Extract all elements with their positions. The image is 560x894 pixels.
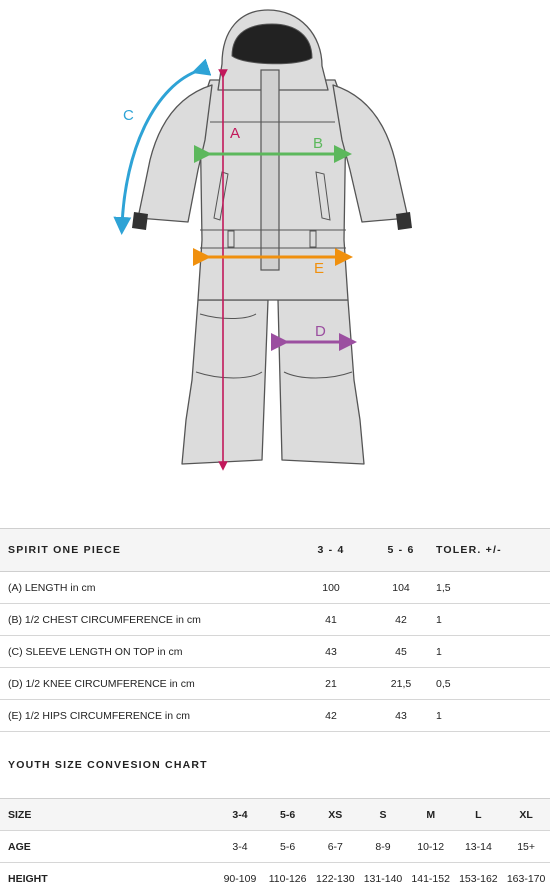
table-row xyxy=(0,831,550,863)
value-size-1: 43 xyxy=(296,636,366,668)
header-tolerance: TOLER. +/- xyxy=(436,529,550,572)
row-label: (E) 1/2 HIPS CIRCUMFERENCE in cm xyxy=(0,700,296,732)
value-tolerance: 1 xyxy=(436,700,550,732)
cell: 10-12 xyxy=(407,831,455,863)
cell: M xyxy=(407,799,455,831)
value-size-2: 21,5 xyxy=(366,668,436,700)
left-cuff xyxy=(132,212,148,230)
cell: 90-109 xyxy=(216,863,264,894)
zipper-placket xyxy=(261,70,279,270)
table-row xyxy=(0,572,550,604)
youth-size-table xyxy=(0,798,550,894)
product-title: SPIRIT ONE PIECE xyxy=(0,529,296,572)
row-label: SIZE xyxy=(0,799,216,831)
cell: 122-130 xyxy=(311,863,359,894)
row-label: AGE xyxy=(0,831,216,863)
cell: 8-9 xyxy=(359,831,407,863)
cell: 5-6 xyxy=(264,831,312,863)
value-tolerance: 0,5 xyxy=(436,668,550,700)
table-row xyxy=(0,700,550,732)
value-size-2: 45 xyxy=(366,636,436,668)
cell: 6-7 xyxy=(311,831,359,863)
cell: 153-162 xyxy=(455,863,503,894)
size-tables xyxy=(0,528,552,894)
cell: S xyxy=(359,799,407,831)
cell: 15+ xyxy=(502,831,550,863)
cell: L xyxy=(455,799,503,831)
youth-chart-title: YOUTH SIZE CONVESION CHART xyxy=(0,732,552,798)
measurement-table xyxy=(0,528,550,732)
cell: 163-170 xyxy=(502,863,550,894)
header-size-1: 3 - 4 xyxy=(296,529,366,572)
label-b: B xyxy=(313,135,323,152)
cell: 3-4 xyxy=(216,831,264,863)
table-row xyxy=(0,636,550,668)
cell: XL xyxy=(502,799,550,831)
value-size-1: 41 xyxy=(296,604,366,636)
cell: 131-140 xyxy=(359,863,407,894)
value-size-2: 104 xyxy=(366,572,436,604)
table-row xyxy=(0,799,550,831)
value-size-2: 42 xyxy=(366,604,436,636)
cell: 3-4 xyxy=(216,799,264,831)
row-label: (C) SLEEVE LENGTH ON TOP in cm xyxy=(0,636,296,668)
row-label: (D) 1/2 KNEE CIRCUMFERENCE in cm xyxy=(0,668,296,700)
cell: XS xyxy=(311,799,359,831)
value-size-1: 42 xyxy=(296,700,366,732)
row-label: (B) 1/2 CHEST CIRCUMFERENCE in cm xyxy=(0,604,296,636)
value-size-1: 21 xyxy=(296,668,366,700)
label-a: A xyxy=(230,125,240,142)
cell: 110-126 xyxy=(264,863,312,894)
value-size-1: 100 xyxy=(296,572,366,604)
value-size-2: 43 xyxy=(366,700,436,732)
label-c: C xyxy=(123,107,134,124)
cell: 5-6 xyxy=(264,799,312,831)
row-label: HEIGHT xyxy=(0,863,216,894)
value-tolerance: 1 xyxy=(436,636,550,668)
header-size-2: 5 - 6 xyxy=(366,529,436,572)
right-cuff xyxy=(396,212,412,230)
measurement-header-row xyxy=(0,529,550,572)
value-tolerance: 1,5 xyxy=(436,572,550,604)
label-e: E xyxy=(314,260,324,277)
cell: 141-152 xyxy=(407,863,455,894)
value-tolerance: 1 xyxy=(436,604,550,636)
cell: 13-14 xyxy=(455,831,503,863)
row-label: (A) LENGTH in cm xyxy=(0,572,296,604)
table-row xyxy=(0,668,550,700)
label-d: D xyxy=(315,323,326,340)
table-row xyxy=(0,604,550,636)
table-row xyxy=(0,863,550,894)
